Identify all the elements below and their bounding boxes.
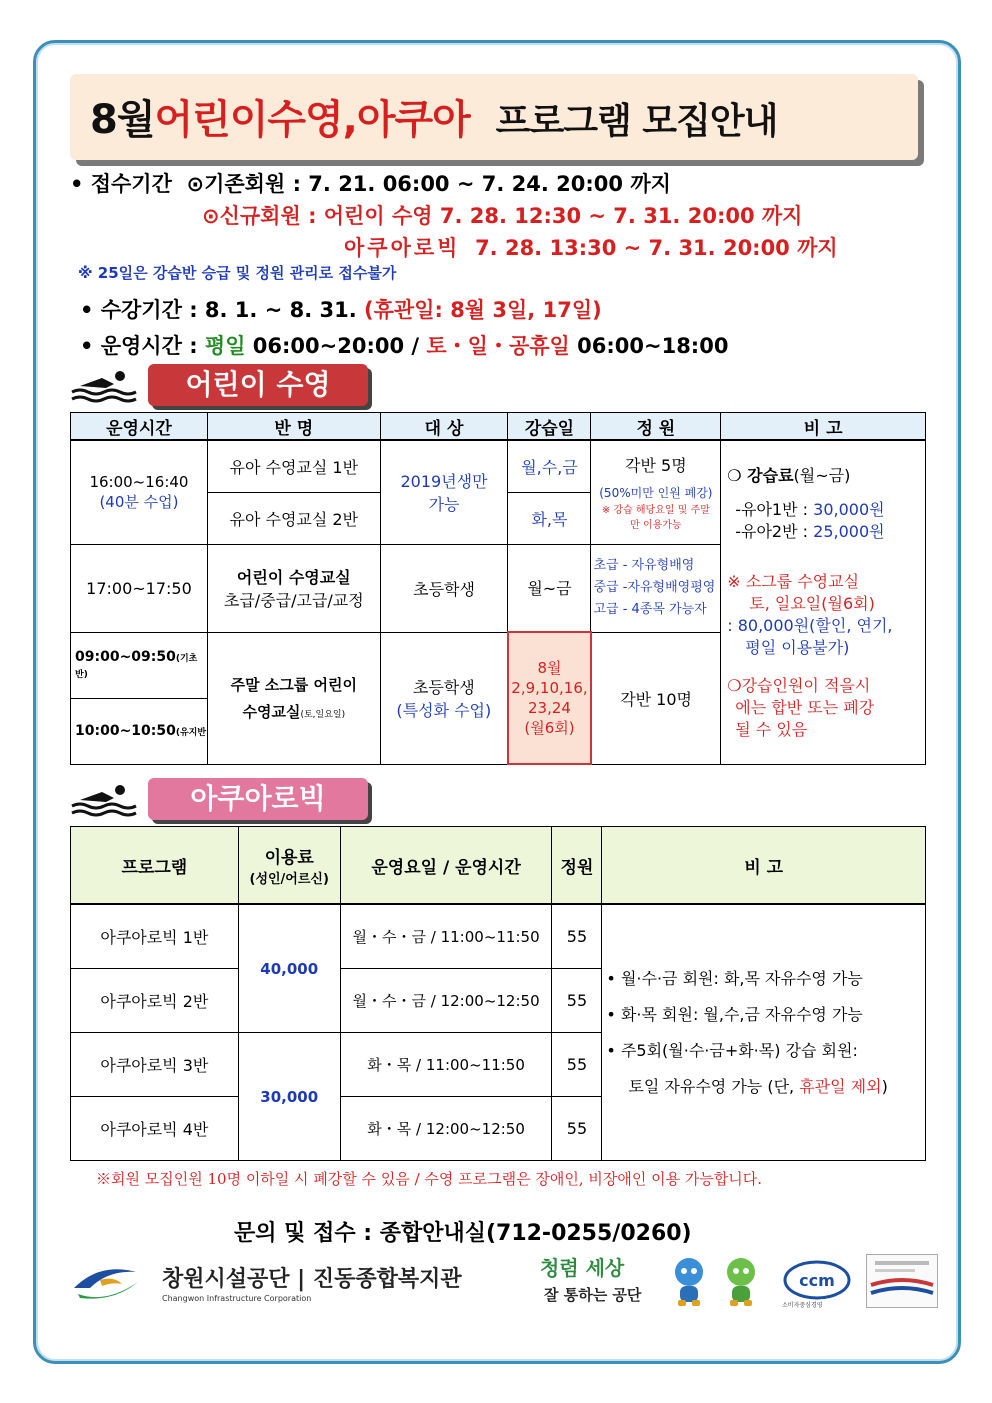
remark-fee-title-text: ❍ 강습료 bbox=[727, 466, 794, 485]
hours-weekend-label: 토・일・공휴일 bbox=[426, 334, 570, 358]
row1-time: 16:00~16:40 bbox=[89, 472, 189, 491]
org-name: 창원시설공단 | 진동종합복지관 bbox=[162, 1267, 462, 1292]
row2-capacity-advanced: 고급 - 4종목 가능자 bbox=[593, 602, 707, 617]
aqua-remark4-end: ) bbox=[881, 1076, 888, 1096]
swimmer-icon bbox=[70, 782, 140, 818]
row3-class-title2: 수영교실 bbox=[242, 703, 301, 721]
title-suffix: 프로그램 모집안내 bbox=[495, 100, 778, 142]
row1-capacity: 각반 5명 bbox=[625, 456, 687, 476]
logo-bar bbox=[70, 1252, 936, 1312]
aqua-table bbox=[70, 826, 926, 1161]
footer-note: ※회원 모집인원 10명 이하일 시 폐강할 수 있음 / 수영 프로그램은 장애인, 비장애인 이용 가능합니다. bbox=[96, 1170, 763, 1188]
slogan-sub: 잘 통하는 공단 bbox=[544, 1286, 642, 1304]
aqua-header-remarks: 비 고 bbox=[602, 827, 926, 905]
mascot-blue-icon bbox=[668, 1256, 710, 1308]
aqua-section-header bbox=[70, 778, 390, 822]
row2-class-cell bbox=[207, 544, 380, 632]
ccm-sub: 소비자중심경영 bbox=[782, 1302, 823, 1309]
row3-target-cell bbox=[380, 632, 508, 764]
aqua-header-fee: 이용료 bbox=[264, 848, 314, 868]
contact-info: 문의 및 접수 : 종합안내실(712-0255/0260) bbox=[234, 1221, 692, 1246]
row3-days-cell bbox=[508, 632, 591, 764]
aqua-row2-schedule: 월・수・금 / 12:00~12:50 bbox=[340, 969, 552, 1033]
aqua-fee-b: 30,000 bbox=[238, 1033, 340, 1161]
row3a-time-note: (기초반) bbox=[75, 654, 198, 680]
header-remarks: 비 고 bbox=[721, 413, 926, 441]
reg-new-kids-time: 7. 28. 12:30 ~ 7. 31. 20:00 까지 bbox=[439, 204, 803, 228]
aqua-row3-name: 아쿠아로빅 3반 bbox=[71, 1033, 239, 1097]
ccm-logo-icon bbox=[782, 1258, 852, 1302]
registration-existing bbox=[70, 168, 671, 198]
aqua-fee-a: 40,000 bbox=[238, 904, 340, 1033]
row1-target: 2019년생만 가능 bbox=[380, 440, 508, 544]
header-capacity: 정 원 bbox=[591, 413, 721, 441]
aqua-row2-capacity: 55 bbox=[552, 969, 602, 1033]
aqua-header-capacity: 정원 bbox=[552, 827, 602, 905]
remark-merge1: ❍강습인원이 적을시 bbox=[727, 676, 871, 695]
aqua-remark4-text: 토일 자유수영 가능 (단, bbox=[628, 1076, 795, 1096]
registration-new-aqua bbox=[344, 232, 838, 262]
row3b-time-cell bbox=[71, 698, 208, 764]
swimmer-icon bbox=[70, 368, 140, 404]
row3b-time-note: (유지반 bbox=[175, 728, 207, 738]
table-row bbox=[71, 440, 926, 492]
title-programs: 어린이수영,아쿠아 bbox=[154, 97, 470, 143]
remark-small1: ※ 소그룹 수영교실 bbox=[727, 572, 860, 591]
title-month: 8월 bbox=[90, 97, 155, 143]
hours-weekday-label: 평일 bbox=[204, 334, 246, 358]
reg-label: • 접수기간 bbox=[70, 172, 172, 196]
aqua-header-fee-note: (성인/어르신) bbox=[249, 872, 329, 887]
row2-capacity-beginner: 초급 - 자유형배영 bbox=[593, 558, 695, 573]
row1-capacity-cell bbox=[591, 440, 721, 544]
aqua-header-schedule: 운영요일 / 운영시간 bbox=[340, 827, 552, 905]
row3a-time-cell bbox=[71, 632, 208, 698]
reg-new-aqua-time: 7. 28. 13:30 ~ 7. 31. 20:00 까지 bbox=[475, 236, 838, 260]
row2-class-title: 어린이 수영교실 bbox=[236, 568, 351, 587]
row2-days: 월~금 bbox=[508, 544, 591, 632]
reg-new-label: ⊙신규회원 bbox=[202, 204, 301, 228]
hours-weekday: 06:00~20:00 / bbox=[252, 334, 420, 358]
slogan: 청렴 세상 bbox=[540, 1256, 625, 1280]
row3-class-note: (토,일요일) bbox=[300, 710, 346, 720]
row1b-days: 화,목 bbox=[508, 492, 591, 544]
row1-capacity-note1: (50%미만 인원 폐강) bbox=[599, 486, 713, 501]
kids-table bbox=[70, 412, 926, 765]
aqua-section-label: 아쿠아로빅 bbox=[148, 778, 368, 820]
remark-fee1 bbox=[727, 499, 925, 521]
aqua-row4-schedule: 화・목 / 12:00~12:50 bbox=[340, 1097, 552, 1161]
row3-capacity: 각반 10명 bbox=[591, 632, 721, 764]
reg-new-kids-name: : 어린이 수영 bbox=[308, 204, 433, 228]
aqua-row3-schedule: 화・목 / 11:00~11:50 bbox=[340, 1033, 552, 1097]
reg-existing-value: : 7. 21. 06:00 ~ 7. 24. 20:00 까지 bbox=[292, 172, 671, 196]
row3-class-title: 주말 소그룹 어린이 bbox=[230, 676, 357, 694]
header-time: 운영시간 bbox=[71, 413, 208, 441]
aqua-row1-name: 아쿠아로빅 1반 bbox=[71, 904, 239, 969]
row3a-time: 09:00~09:50 bbox=[75, 649, 176, 665]
row1-time-note: (40분 수업) bbox=[99, 492, 179, 511]
aqua-row2-name: 아쿠아로빅 2반 bbox=[71, 969, 239, 1033]
remark-small4: 평일 이용불가) bbox=[745, 638, 850, 657]
hours-weekend: 06:00~18:00 bbox=[577, 334, 729, 358]
page-title bbox=[90, 88, 777, 145]
row1a-class: 유아 수영교실 1반 bbox=[207, 440, 380, 492]
row2-time: 17:00~17:50 bbox=[71, 544, 208, 632]
kids-section-header bbox=[70, 364, 390, 408]
row1b-class: 유아 수영교실 2반 bbox=[207, 492, 380, 544]
row1a-days: 월,수,금 bbox=[508, 440, 591, 492]
row3-days-list2: 23,24 bbox=[528, 699, 571, 717]
registration-note: ※ 25일은 강습반 승급 및 정원 관리로 접수불가 bbox=[78, 264, 397, 282]
hours-label: • 운영시간 : bbox=[80, 334, 198, 358]
reg-new-aqua-name: 아쿠아로빅 bbox=[344, 236, 461, 260]
row3-days-list1: 2,9,10,16, bbox=[511, 679, 588, 697]
aqua-remarks-cell bbox=[602, 904, 926, 1161]
aqua-row1-schedule: 월・수・금 / 11:00~11:50 bbox=[340, 904, 552, 969]
remark-fee1-label: -유아1반 : bbox=[735, 500, 809, 519]
row3-days-count: (월6회) bbox=[524, 719, 575, 737]
ccm-text: ccm bbox=[799, 1271, 835, 1290]
row2-class-levels: 초급/중급/고급/교정 bbox=[223, 591, 364, 610]
row3-target-note: (특성화 수업) bbox=[396, 701, 492, 720]
row2-target: 초등학생 bbox=[380, 544, 508, 632]
mascot-green-icon bbox=[720, 1256, 762, 1308]
row1-time-cell bbox=[71, 440, 208, 544]
remark-fee-days: (월~금) bbox=[793, 466, 851, 485]
row2-capacity-intermediate: 중급 -자유형배영평영 bbox=[593, 580, 716, 595]
row3b-time: 10:00~10:50 bbox=[75, 723, 176, 739]
aqua-remark3: • 주5회(월·수·금+화·목) 강습 회원: bbox=[606, 1040, 858, 1060]
row1-capacity-note2: ※ 강습 해당요일 및 주말만 이용가능 bbox=[601, 505, 710, 532]
aqua-row1-capacity: 55 bbox=[552, 904, 602, 969]
aqua-table-header bbox=[71, 827, 926, 905]
remark-small3: : 80,000원(할인, 연기, bbox=[727, 616, 893, 635]
remark-fee2 bbox=[727, 521, 925, 543]
aqua-remark4-red: 휴관일 제외 bbox=[799, 1076, 882, 1096]
period-label: • 수강기간 : 8. 1. ~ 8. 31. bbox=[80, 298, 357, 322]
remark-fee2-label: -유아2반 : bbox=[735, 522, 809, 541]
org-logo-icon bbox=[70, 1258, 142, 1306]
aqua-row4-capacity: 55 bbox=[552, 1097, 602, 1161]
period-closed: (휴관일: 8월 3일, 17일) bbox=[364, 298, 602, 322]
aqua-remark4 bbox=[606, 1069, 925, 1105]
course-period bbox=[80, 294, 602, 324]
certificate-icon bbox=[866, 1254, 938, 1308]
remark-fee1-value: 30,000원 bbox=[813, 500, 885, 519]
remark-fee2-value: 25,000원 bbox=[813, 522, 885, 541]
kids-table-header bbox=[71, 413, 926, 441]
row3-days-month: 8월 bbox=[537, 659, 562, 677]
header-days: 강습일 bbox=[508, 413, 591, 441]
header-target: 대 상 bbox=[380, 413, 508, 441]
title-banner bbox=[70, 74, 918, 160]
header-class: 반 명 bbox=[207, 413, 380, 441]
row2-capacity-cell bbox=[591, 544, 721, 632]
registration-new-kids bbox=[202, 200, 802, 230]
remark-merge2: 에는 합반 또는 폐강 bbox=[735, 698, 875, 717]
org-name-english: Changwon Infrastructure Corporation bbox=[162, 1294, 312, 1303]
reg-existing-label: ⊙기존회원 bbox=[186, 172, 286, 196]
aqua-row4-name: 아쿠아로빅 4반 bbox=[71, 1097, 239, 1161]
aqua-remark2: • 화·목 회원: 월,수,금 자유수영 가능 bbox=[606, 1004, 863, 1024]
aqua-row3-capacity: 55 bbox=[552, 1033, 602, 1097]
aqua-header-fee-cell bbox=[238, 827, 340, 905]
aqua-remark1: • 월·수·금 회원: 화,목 자유수영 가능 bbox=[606, 968, 863, 988]
aqua-header-program: 프로그램 bbox=[71, 827, 239, 905]
remark-merge3: 될 수 있음 bbox=[735, 720, 808, 739]
remark-small2: 토, 일요일(월6회) bbox=[749, 594, 875, 613]
row3-class-cell bbox=[207, 632, 380, 764]
kids-section-label: 어린이 수영 bbox=[148, 364, 368, 406]
kids-remarks-cell bbox=[721, 440, 926, 764]
table-row bbox=[71, 904, 926, 969]
row3-target: 초등학생 bbox=[412, 678, 475, 697]
remark-fee-title bbox=[727, 465, 925, 487]
operating-hours bbox=[80, 330, 728, 360]
